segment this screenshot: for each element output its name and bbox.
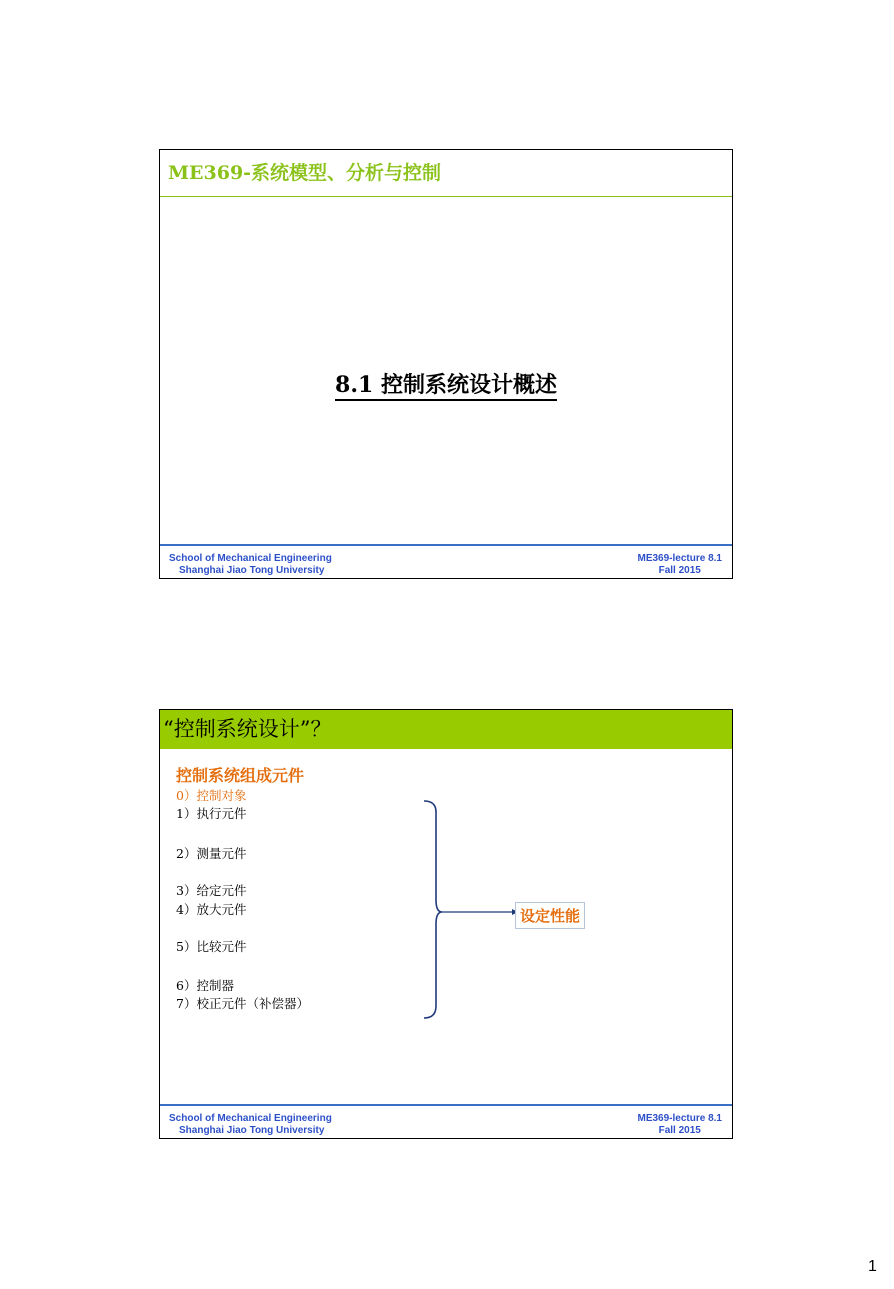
footer-school-line1: School of Mechanical Engineering [169,553,332,564]
slide-2-subtitle: 控制系统组成元件 [176,766,305,785]
list-item-amplifier: 4）放大元件 [176,902,247,917]
footer-course-line2: Fall 2015 [658,565,701,576]
slide-1-heading-wrap [160,368,732,399]
slide-2 [159,709,733,1139]
footer-school-line1: School of Mechanical Engineering [169,1113,332,1124]
list-item-actuator: 1）执行元件 [176,806,247,821]
footer-school-line2: Shanghai Jiao Tong University [179,1125,325,1136]
list-item-setpoint: 3）给定元件 [176,883,247,898]
list-item-compensator: 7）校正元件（补偿器） [176,996,309,1011]
footer-course-line1: ME369-lecture 8.1 [637,1113,722,1124]
footer-school [169,1113,332,1137]
footer-course-line1: ME369-lecture 8.1 [637,553,722,564]
list-item-sensor: 2）测量元件 [176,846,247,861]
list-item-controller: 6）控制器 [176,978,234,993]
footer-school [169,553,332,577]
list-item-comparator: 5）比较元件 [176,939,247,954]
footer-school-line2: Shanghai Jiao Tong University [179,565,325,576]
title-divider [160,196,732,197]
footer-course [638,553,723,577]
slide-1 [159,149,733,579]
set-performance-label: 设定性能 [515,902,585,929]
page-number: 1 [868,1258,877,1275]
footer-course [638,1113,723,1137]
slide-2-title: “控制系统设计”？ [163,717,332,741]
slide-1-heading: 8.1 控制系统设计概述 [335,372,557,401]
list-item-controlled-object: 0）控制对象 [176,788,247,803]
footer-course-line2: Fall 2015 [658,1125,701,1136]
footer-divider [160,1104,732,1106]
right-brace-arrow [420,800,520,1025]
footer-divider [160,544,732,546]
slide-1-title: ME369-系统模型、分析与控制 [168,162,442,184]
